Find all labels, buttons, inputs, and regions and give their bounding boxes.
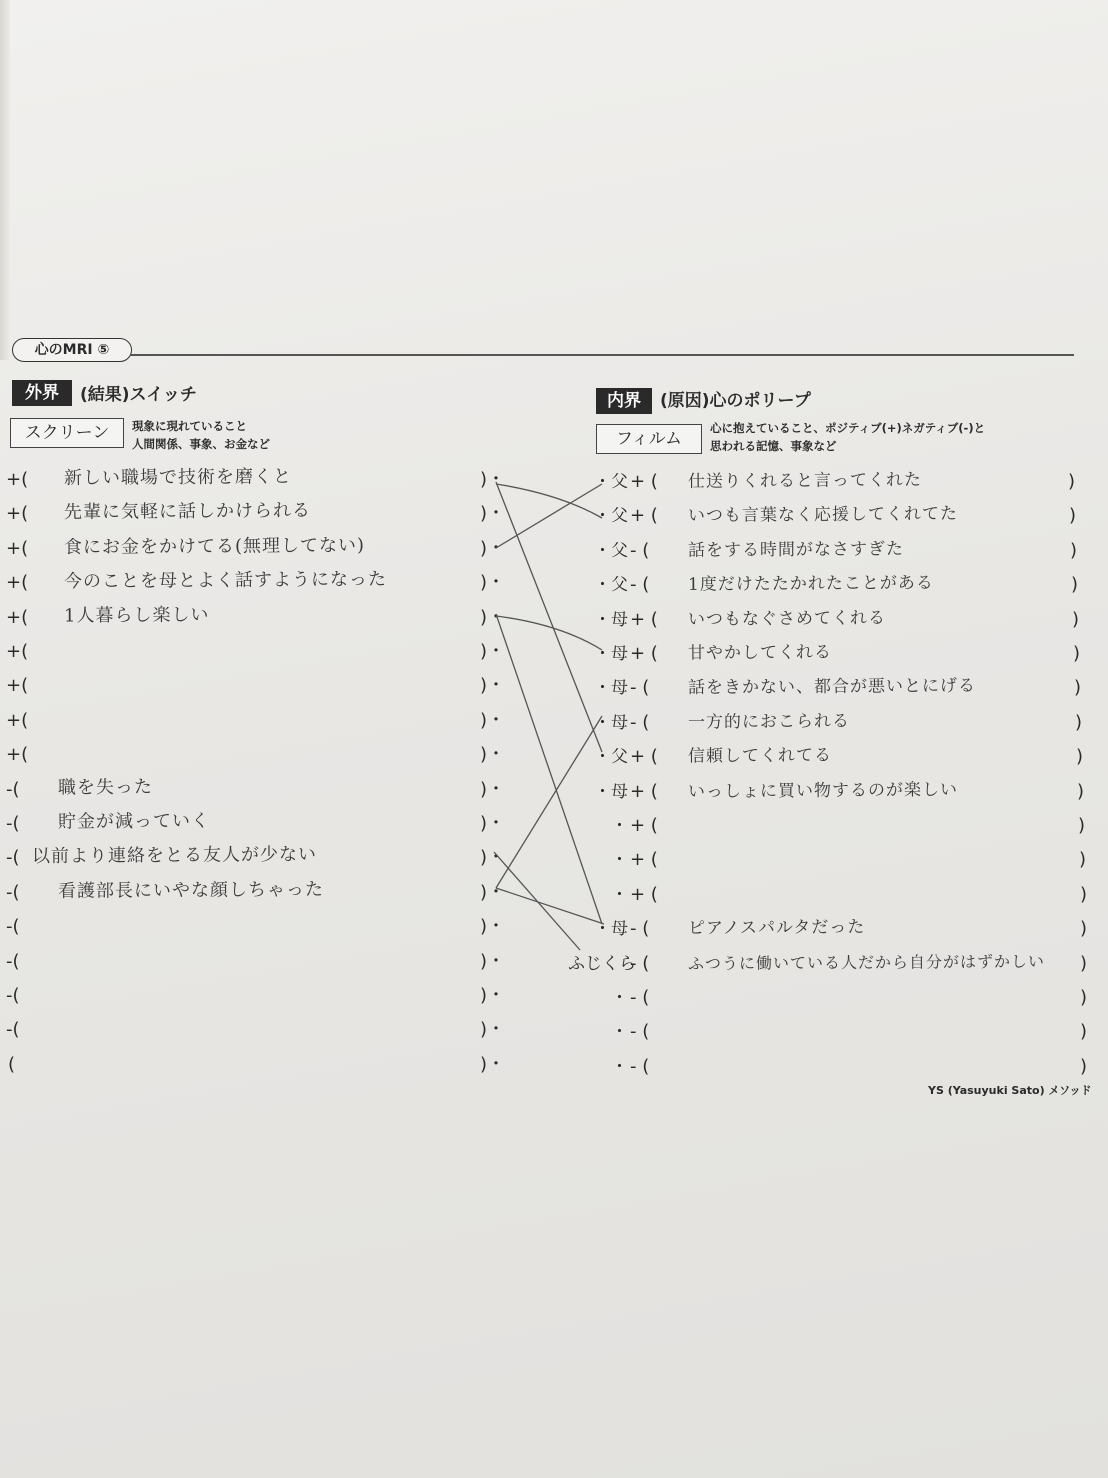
- right-row-text: 話をきかない、都合が悪いとにげる: [687, 675, 977, 699]
- right-desc-2: 思われる記憶、事象など: [710, 439, 837, 453]
- page-edge-shadow: [0, 0, 10, 360]
- close-paren: ): [480, 744, 488, 765]
- right-row-who: ・父: [594, 541, 628, 561]
- close-paren: ): [480, 641, 488, 662]
- middle-close: [480, 917, 505, 937]
- close-paren: ): [480, 503, 488, 524]
- right-close-paren: ): [1078, 815, 1086, 836]
- connector-dot: ・: [487, 675, 506, 696]
- right-desc-1: 心に抱えていること、ポジティブ(+)ネガティブ(-)と: [710, 421, 986, 435]
- right-row-sign: - (: [630, 712, 650, 733]
- right-row-who: ・父: [594, 506, 628, 526]
- left-row-text: 新しい職場で技術を磨くと: [63, 466, 293, 489]
- right-close-paren: ): [1080, 1021, 1088, 1042]
- close-paren: ): [480, 916, 488, 937]
- left-row-sign: -(: [6, 985, 20, 1006]
- right-close-paren: ): [1071, 574, 1079, 595]
- middle-close: [480, 745, 505, 765]
- right-row-sign: + (: [630, 471, 658, 492]
- left-row-sign: -(: [6, 1019, 20, 1040]
- left-row-sign: +(: [6, 607, 29, 628]
- right-box-label: フィルム: [596, 424, 702, 454]
- close-paren: ): [480, 847, 488, 868]
- connector-dot: ・: [487, 744, 506, 765]
- left-block-label: 外界: [12, 380, 72, 406]
- left-row-sign: +(: [6, 572, 29, 593]
- close-paren: ): [480, 572, 488, 593]
- right-row-who: ・母: [594, 678, 628, 698]
- right-row-text: ふつうに働いている人だから自分がはずかしい: [687, 951, 1046, 974]
- left-row-sign: -(: [6, 847, 20, 868]
- right-row-who: ・母: [594, 919, 628, 939]
- right-row-who: ・父: [594, 747, 628, 767]
- right-row-who: ・父: [594, 472, 628, 492]
- right-row-sign: + (: [630, 815, 658, 836]
- right-row-text: 信頼してくれてる: [687, 745, 833, 767]
- left-row-text: 以前より連絡をとる友人が少ない: [31, 844, 318, 867]
- middle-close: [480, 848, 505, 868]
- right-row-who: ・父: [594, 575, 628, 595]
- connector-dot: ・: [487, 572, 506, 593]
- left-row-text: 看護部長にいやな顔しちゃった: [57, 879, 325, 902]
- left-row-sign: -(: [6, 882, 20, 903]
- right-row-sign: - (: [630, 1056, 650, 1077]
- connector-dot: ・: [487, 1054, 506, 1075]
- left-row-sign: +(: [6, 538, 29, 559]
- right-row-who: ・: [611, 1022, 628, 1042]
- close-paren: ): [480, 882, 488, 903]
- right-row-text: いつもなぐさめてくれる: [687, 608, 887, 630]
- right-row-who: ふじくら: [568, 954, 636, 974]
- left-row-sign: (: [8, 1054, 16, 1075]
- right-close-paren: ): [1072, 609, 1080, 630]
- connector-dot: ・: [487, 641, 506, 662]
- close-paren: ): [480, 951, 488, 972]
- middle-close: [480, 883, 505, 903]
- middle-close: [480, 986, 505, 1006]
- right-close-paren: ): [1068, 471, 1076, 492]
- close-paren: ): [480, 1054, 488, 1075]
- middle-close: [480, 608, 505, 628]
- close-paren: ): [480, 710, 488, 731]
- left-row-sign: +(: [6, 744, 29, 765]
- left-row-sign: -(: [6, 813, 20, 834]
- right-row-text: いつも言葉なく応援してくれてた: [687, 504, 959, 526]
- close-paren: ): [480, 538, 488, 559]
- right-close-paren: ): [1069, 505, 1077, 526]
- left-box-label: スクリーン: [10, 418, 124, 448]
- connector-dot: ・: [487, 607, 506, 628]
- right-row-text: 甘やかしてくれる: [687, 642, 833, 664]
- connector-dot: ・: [487, 916, 506, 937]
- left-row-text: 1人暮らし楽しい: [63, 604, 210, 627]
- right-row-sign: + (: [630, 609, 658, 630]
- connector-dot: ・: [487, 538, 506, 559]
- left-row-text: 職を失った: [57, 776, 154, 799]
- middle-close: [480, 504, 505, 524]
- middle-close: [480, 642, 505, 662]
- right-row-who: ・母: [594, 644, 628, 664]
- left-row-sign: -(: [6, 916, 20, 937]
- middle-close: [480, 539, 505, 559]
- footer-credit: YS (Yasuyuki Sato) メソッド: [928, 1084, 1092, 1097]
- right-row-sign: + (: [630, 884, 658, 905]
- middle-close: [480, 780, 505, 800]
- right-row-sign: - (: [630, 953, 650, 974]
- section-tag: 心のMRI ⑤: [12, 338, 132, 362]
- connector-dot: ・: [487, 503, 506, 524]
- right-close-paren: ): [1073, 643, 1081, 664]
- left-row-sign: +(: [6, 469, 29, 490]
- right-close-paren: ): [1070, 540, 1078, 561]
- middle-close: [480, 952, 505, 972]
- connector-dot: ・: [487, 710, 506, 731]
- right-row-who: ・: [611, 1057, 628, 1077]
- left-row-text: 今のことを母とよく話すようになった: [63, 568, 388, 593]
- right-row-who: ・母: [594, 782, 628, 802]
- right-row-sign: - (: [630, 1021, 650, 1042]
- right-block-label: 内界: [596, 388, 652, 414]
- right-close-paren: ): [1077, 781, 1085, 802]
- right-row-who: ・母: [594, 610, 628, 630]
- right-row-sign: - (: [630, 987, 650, 1008]
- close-paren: ): [480, 813, 488, 834]
- left-row-text: 食にお金をかけてる(無理してない): [63, 534, 366, 559]
- right-close-paren: ): [1075, 712, 1083, 733]
- right-close-paren: ): [1079, 849, 1087, 870]
- connector-dot: ・: [487, 951, 506, 972]
- connector-dot: ・: [487, 847, 506, 868]
- right-row-text: 仕送りくれると言ってくれた: [687, 470, 923, 492]
- middle-close: [480, 676, 505, 696]
- right-row-sign: - (: [630, 677, 650, 698]
- middle-close: [480, 1020, 505, 1040]
- middle-close: [480, 814, 505, 834]
- right-close-paren: ): [1076, 746, 1084, 767]
- connector-dot: ・: [487, 779, 506, 800]
- right-close-paren: ): [1080, 884, 1088, 905]
- right-row-who: ・: [611, 850, 628, 870]
- left-desc-2: 人間関係、事象、お金など: [132, 437, 270, 451]
- close-paren: ): [480, 779, 488, 800]
- right-row-text: 1度だけたたかれたことがある: [687, 573, 934, 595]
- right-close-paren: ): [1080, 1056, 1088, 1077]
- connector-dot: ・: [487, 985, 506, 1006]
- right-row-sign: + (: [630, 746, 658, 767]
- connector-dot: ・: [487, 469, 506, 490]
- header-rule: [130, 354, 1074, 356]
- left-row-sign: -(: [6, 951, 20, 972]
- left-row-sign: +(: [6, 503, 29, 524]
- left-row-sign: +(: [6, 675, 29, 696]
- right-row-sign: + (: [630, 849, 658, 870]
- middle-close: [480, 711, 505, 731]
- left-row-sign: -(: [6, 779, 20, 800]
- right-row-sign: + (: [630, 781, 658, 802]
- connector-dot: ・: [487, 813, 506, 834]
- right-close-paren: ): [1074, 677, 1082, 698]
- right-row-sign: + (: [630, 643, 658, 664]
- close-paren: ): [480, 607, 488, 628]
- middle-close: [480, 573, 505, 593]
- close-paren: ): [480, 469, 488, 490]
- left-row-sign: +(: [6, 641, 29, 662]
- left-title: (結果)スイッチ: [80, 385, 197, 405]
- connector-dot: ・: [487, 882, 506, 903]
- connector-dot: ・: [487, 1019, 506, 1040]
- right-title: (原因)心のポリープ: [660, 391, 811, 411]
- right-row-sign: - (: [630, 540, 650, 561]
- left-row-sign: +(: [6, 710, 29, 731]
- right-row-who: ・: [611, 885, 628, 905]
- right-row-who: ・母: [594, 713, 628, 733]
- close-paren: ): [480, 675, 488, 696]
- right-row-who: ・: [611, 988, 628, 1008]
- close-paren: ): [480, 985, 488, 1006]
- right-row-text: 一方的におこられる: [687, 711, 851, 733]
- right-close-paren: ): [1080, 987, 1088, 1008]
- right-row-sign: - (: [630, 918, 650, 939]
- right-row-sign: - (: [630, 574, 650, 595]
- right-close-paren: ): [1080, 918, 1088, 939]
- right-row-sign: + (: [630, 505, 658, 526]
- left-row-text: 貯金が減っていく: [57, 810, 211, 833]
- left-row-text: 先輩に気軽に話しかけられる: [63, 500, 312, 523]
- close-paren: ): [480, 1019, 488, 1040]
- left-desc-1: 現象に現れていること: [132, 419, 247, 433]
- middle-close: [480, 470, 505, 490]
- middle-close: [480, 1055, 505, 1075]
- right-row-text: いっしょに買い物するのが楽しい: [687, 780, 959, 802]
- right-row-text: 話をする時間がなさすぎた: [687, 539, 905, 561]
- right-close-paren: ): [1080, 953, 1088, 974]
- right-row-who: ・: [611, 816, 628, 836]
- right-row-text: ピアノスパルタだった: [687, 917, 866, 939]
